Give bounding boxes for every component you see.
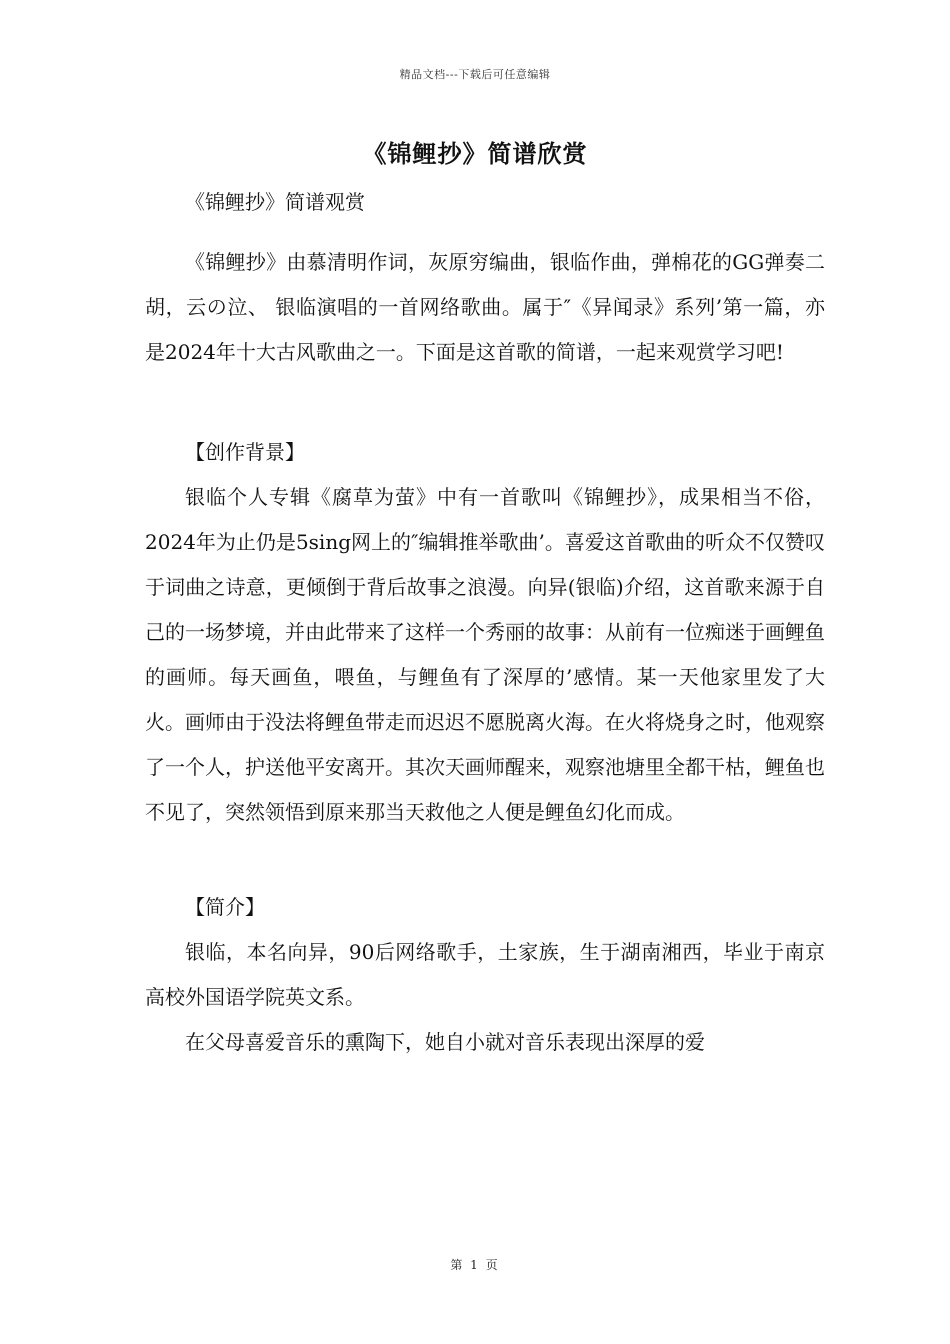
section-spacer (145, 375, 825, 430)
section-spacer (145, 835, 825, 885)
section-heading-background: 【创作背景】 (185, 440, 305, 464)
page-header: 精品文档---下载后可任意编辑 (399, 68, 551, 81)
document-title: 《锦鲤抄》简谱欣赏 (362, 139, 588, 168)
document-body (145, 180, 825, 1065)
page-number: 第 1 页 (450, 1258, 500, 1272)
section-heading-intro: 【简介】 (185, 895, 265, 919)
intro-paragraph: 《锦鲤抄》由慕清明作词，灰原穷编曲，银临作曲，弹棉花的GG弹奏二胡，云の泣、 银临演唱的一首网络歌曲。属于″《异闻录》系列’第一篇，亦是2024年十大古风歌曲之一。下面是这首歌的简谱，一起来观赏学习吧! (145, 250, 825, 364)
intro-bio-paragraph: 银临，本名向异，90后网络歌手，土家族，生于湖南湘西，毕业于南京高校外国语学院英文系。 (145, 940, 825, 1009)
document-subtitle: 《锦鲤抄》简谱观赏 (185, 190, 365, 214)
background-paragraph: 银临个人专辑《腐草为萤》中有一首歌叫《锦鲤抄》，成果相当不俗，2024年为止仍是5sing网上的″编辑推举歌曲’。喜爱这首歌曲的听众不仅赞叹于词曲之诗意，更倾倒于背后故事之浪漫。向异(银临)介绍，这首歌来源于自己的一场梦境，并由此带来了这样一个秀丽的故事：从前有一位痴迷于画鲤鱼的画师。每天画鱼，喂鱼，与鲤鱼有了深厚的’感情。某一天他家里发了大火。画师由于没法将鲤鱼带走而迟迟不愿脱离火海。在火将烧身之时，他观察了一个人，护送他平安离开。其次天画师醒来，观察池塘里全都干枯，鲤鱼也不见了，突然领悟到原来那当天救他之人便是鲤鱼幻化而成。 (145, 485, 825, 824)
intro-bio-paragraph-continued: 在父母喜爱音乐的熏陶下，她自小就对音乐表现出深厚的爱 (185, 1030, 705, 1054)
